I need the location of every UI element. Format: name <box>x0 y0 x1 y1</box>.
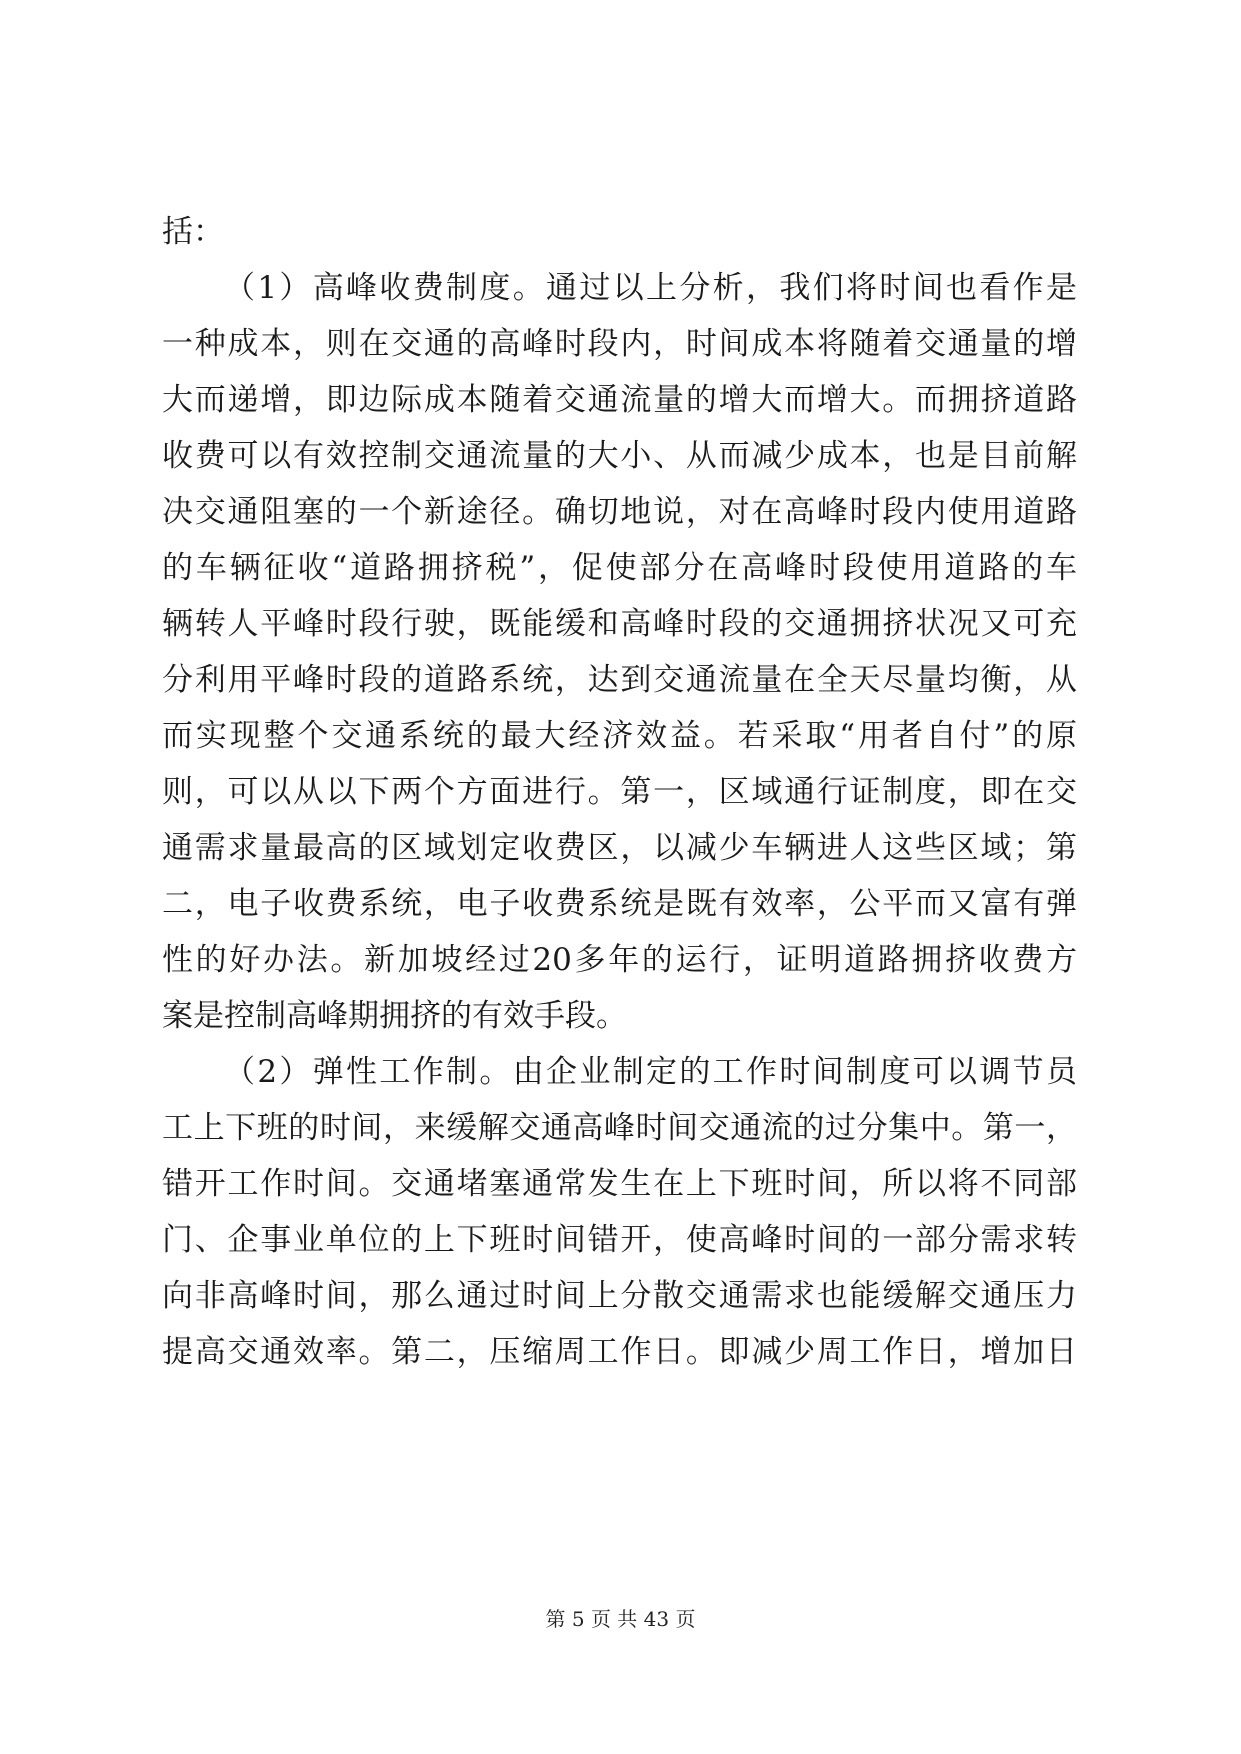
text-line: 括： <box>162 214 224 250</box>
text-line: 错开工作时间。交通堵塞通常发生在上下班时间，所以将不同部 <box>162 1166 1077 1202</box>
text-line: 分利用平峰时段的道路系统，达到交通流量在全天尽量均衡，从 <box>162 662 1077 698</box>
text-line: 而实现整个交通系统的最大经济效益。若采取“用者自付”的原 <box>162 718 1077 754</box>
text-line: 案是控制高峰期拥挤的有效手段。 <box>162 998 627 1034</box>
text-line: 性的好办法。新加坡经过20多年的运行，证明道路拥挤收费方 <box>162 942 1077 978</box>
text-line: 向非高峰时间，那么通过时间上分散交通需求也能缓解交通压力 <box>162 1278 1077 1314</box>
page-number-footer: 第 5 页 共 43 页 <box>545 1607 696 1631</box>
text-line: 门、企事业单位的上下班时间错开，使高峰时间的一部分需求转 <box>162 1222 1077 1258</box>
paragraph-line: （2）弹性工作制。由企业制定的工作时间制度可以调节员 <box>224 1054 1077 1090</box>
text-line: 辆转人平峰时段行驶，既能缓和高峰时段的交通拥挤状况又可充 <box>162 606 1077 642</box>
text-line: 通需求量最高的区域划定收费区，以减少车辆进人这些区域；第 <box>162 830 1077 866</box>
text-line: 工上下班的时间，来缓解交通高峰时间交通流的过分集中。第一， <box>162 1110 1077 1146</box>
text-line: 二，电子收费系统，电子收费系统是既有效率，公平而又富有弹 <box>162 886 1077 922</box>
text-line: 提高交通效率。第二，压缩周工作日。即减少周工作日，增加日 <box>162 1334 1077 1370</box>
text-line: 一种成本，则在交通的高峰时段内，时间成本将随着交通量的增 <box>162 326 1077 362</box>
text-line: 大而递增，即边际成本随着交通流量的增大而增大。而拥挤道路 <box>162 382 1077 418</box>
text-line: 的车辆征收“道路拥挤税”，促使部分在高峰时段使用道路的车 <box>162 550 1077 586</box>
text-line: 决交通阻塞的一个新途径。确切地说，对在高峰时段内使用道路 <box>162 494 1077 530</box>
paragraph-line: （1）高峰收费制度。通过以上分析，我们将时间也看作是 <box>224 270 1077 306</box>
text-line: 则，可以从以下两个方面进行。第一，区域通行证制度，即在交 <box>162 774 1077 810</box>
text-line: 收费可以有效控制交通流量的大小、从而减少成本，也是目前解 <box>162 438 1077 474</box>
